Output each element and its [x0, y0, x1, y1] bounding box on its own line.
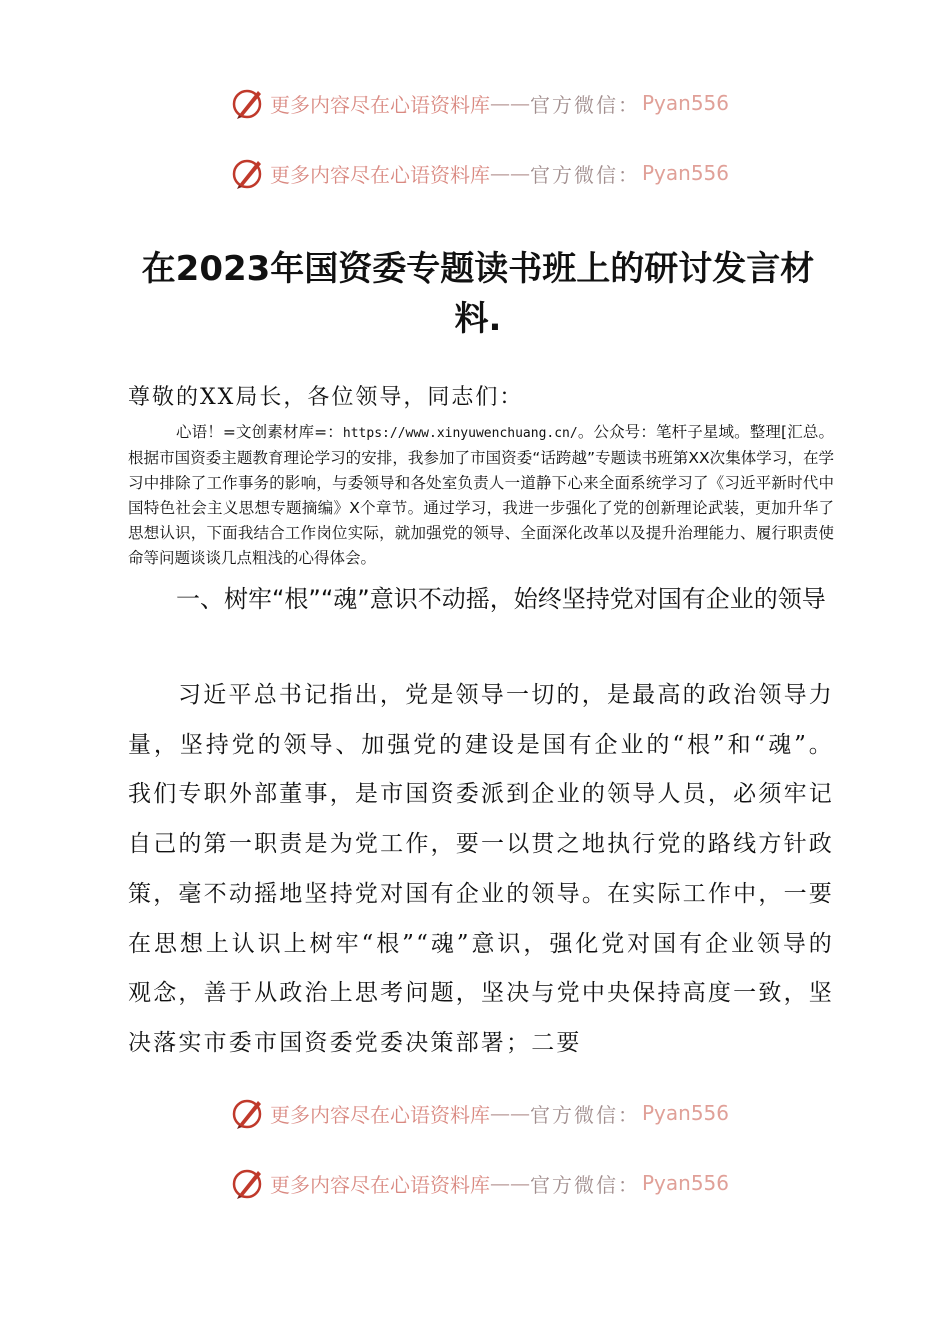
watermark-wechat-id: Pyan556 — [642, 1171, 730, 1195]
intro-prefix: 心语！=文创素材库=： — [176, 423, 343, 441]
watermark-main-text: 更多内容尽在心语资料库 — [270, 1172, 490, 1197]
watermark-wechat-label: 官方微信： — [530, 1102, 640, 1127]
watermark-dash: —— — [490, 91, 530, 115]
document-title: 在2023年国资委专题读书班上的研讨发言材料. — [141, 249, 815, 339]
watermark-wechat-label: 官方微信： — [530, 1172, 640, 1197]
watermark-main-text: 更多内容尽在心语资料库 — [270, 92, 490, 117]
intro-paragraph — [128, 420, 834, 571]
watermark-wechat-label: 官方微信： — [530, 92, 640, 117]
watermark-banner — [230, 83, 729, 123]
pen-logo-icon — [230, 85, 266, 121]
intro-body: 。公众号：笔杆子星域。整理[汇总。根据市国资委主题教育理论学习的安排，我参加了市国资委“话跨越”专题读书班第XX次集体学习，在学习中排除了工作事务的影响，与委领导和各处室负责人一道静下心来全面系统学习了《习近平新时代中国特色社会主义思想专题摘编》X个章节。通过学习，我进一步强化了党的创新理论武装，更加升华了思想认识，下面我结合工作岗位实际，就加强党的领导、全面深化改革以及提升治理能力、履行职责使命等问题谈谈几点粗浅的心得体会。 — [128, 423, 834, 567]
section-heading: 一、树牢“根”“魂”意识不动摇，始终坚持党对国有企业的领导 — [176, 585, 826, 613]
watermark-banner — [230, 153, 729, 193]
watermark-wechat-label: 官方微信： — [530, 162, 640, 187]
body-paragraph: 习近平总书记指出，党是领导一切的，是最高的政治领导力量，坚持党的领导、加强党的建设是国有企业的“根”和“魂”。我们专职外部董事，是市国资委派到企业的领导人员，必须牢记自己的第一职责是为党工作，要一以贯之地执行党的路线方针政策，毫不动摇地坚持党对国有企业的领导。在实际工作中，一要在思想上认识上树牢“根”“魂”意识，强化党对国有企业领导的观念，善于从政治上思考问题，坚决与党中央保持高度一致，坚决落实市委市国资委党委决策部署；二要 — [128, 682, 834, 1056]
watermark-dash: —— — [490, 161, 530, 185]
pen-logo-icon — [230, 1095, 266, 1131]
watermark-dash: —— — [490, 1101, 530, 1125]
watermark-dash: —— — [490, 1171, 530, 1195]
watermark-main-text: 更多内容尽在心语资料库 — [270, 162, 490, 187]
greeting: 尊敬的XX局长，各位领导，同志们： — [128, 385, 524, 410]
watermark-banner — [230, 1093, 729, 1133]
pen-logo-icon — [230, 1165, 266, 1201]
intro-url: https://www.xinyuwenchuang.cn/ — [342, 426, 578, 441]
watermark-main-text: 更多内容尽在心语资料库 — [270, 1102, 490, 1127]
pen-logo-icon — [230, 155, 266, 191]
watermark-wechat-id: Pyan556 — [642, 161, 730, 185]
watermark-banner — [230, 1163, 729, 1203]
watermark-wechat-id: Pyan556 — [642, 91, 730, 115]
watermark-wechat-id: Pyan556 — [642, 1101, 730, 1125]
